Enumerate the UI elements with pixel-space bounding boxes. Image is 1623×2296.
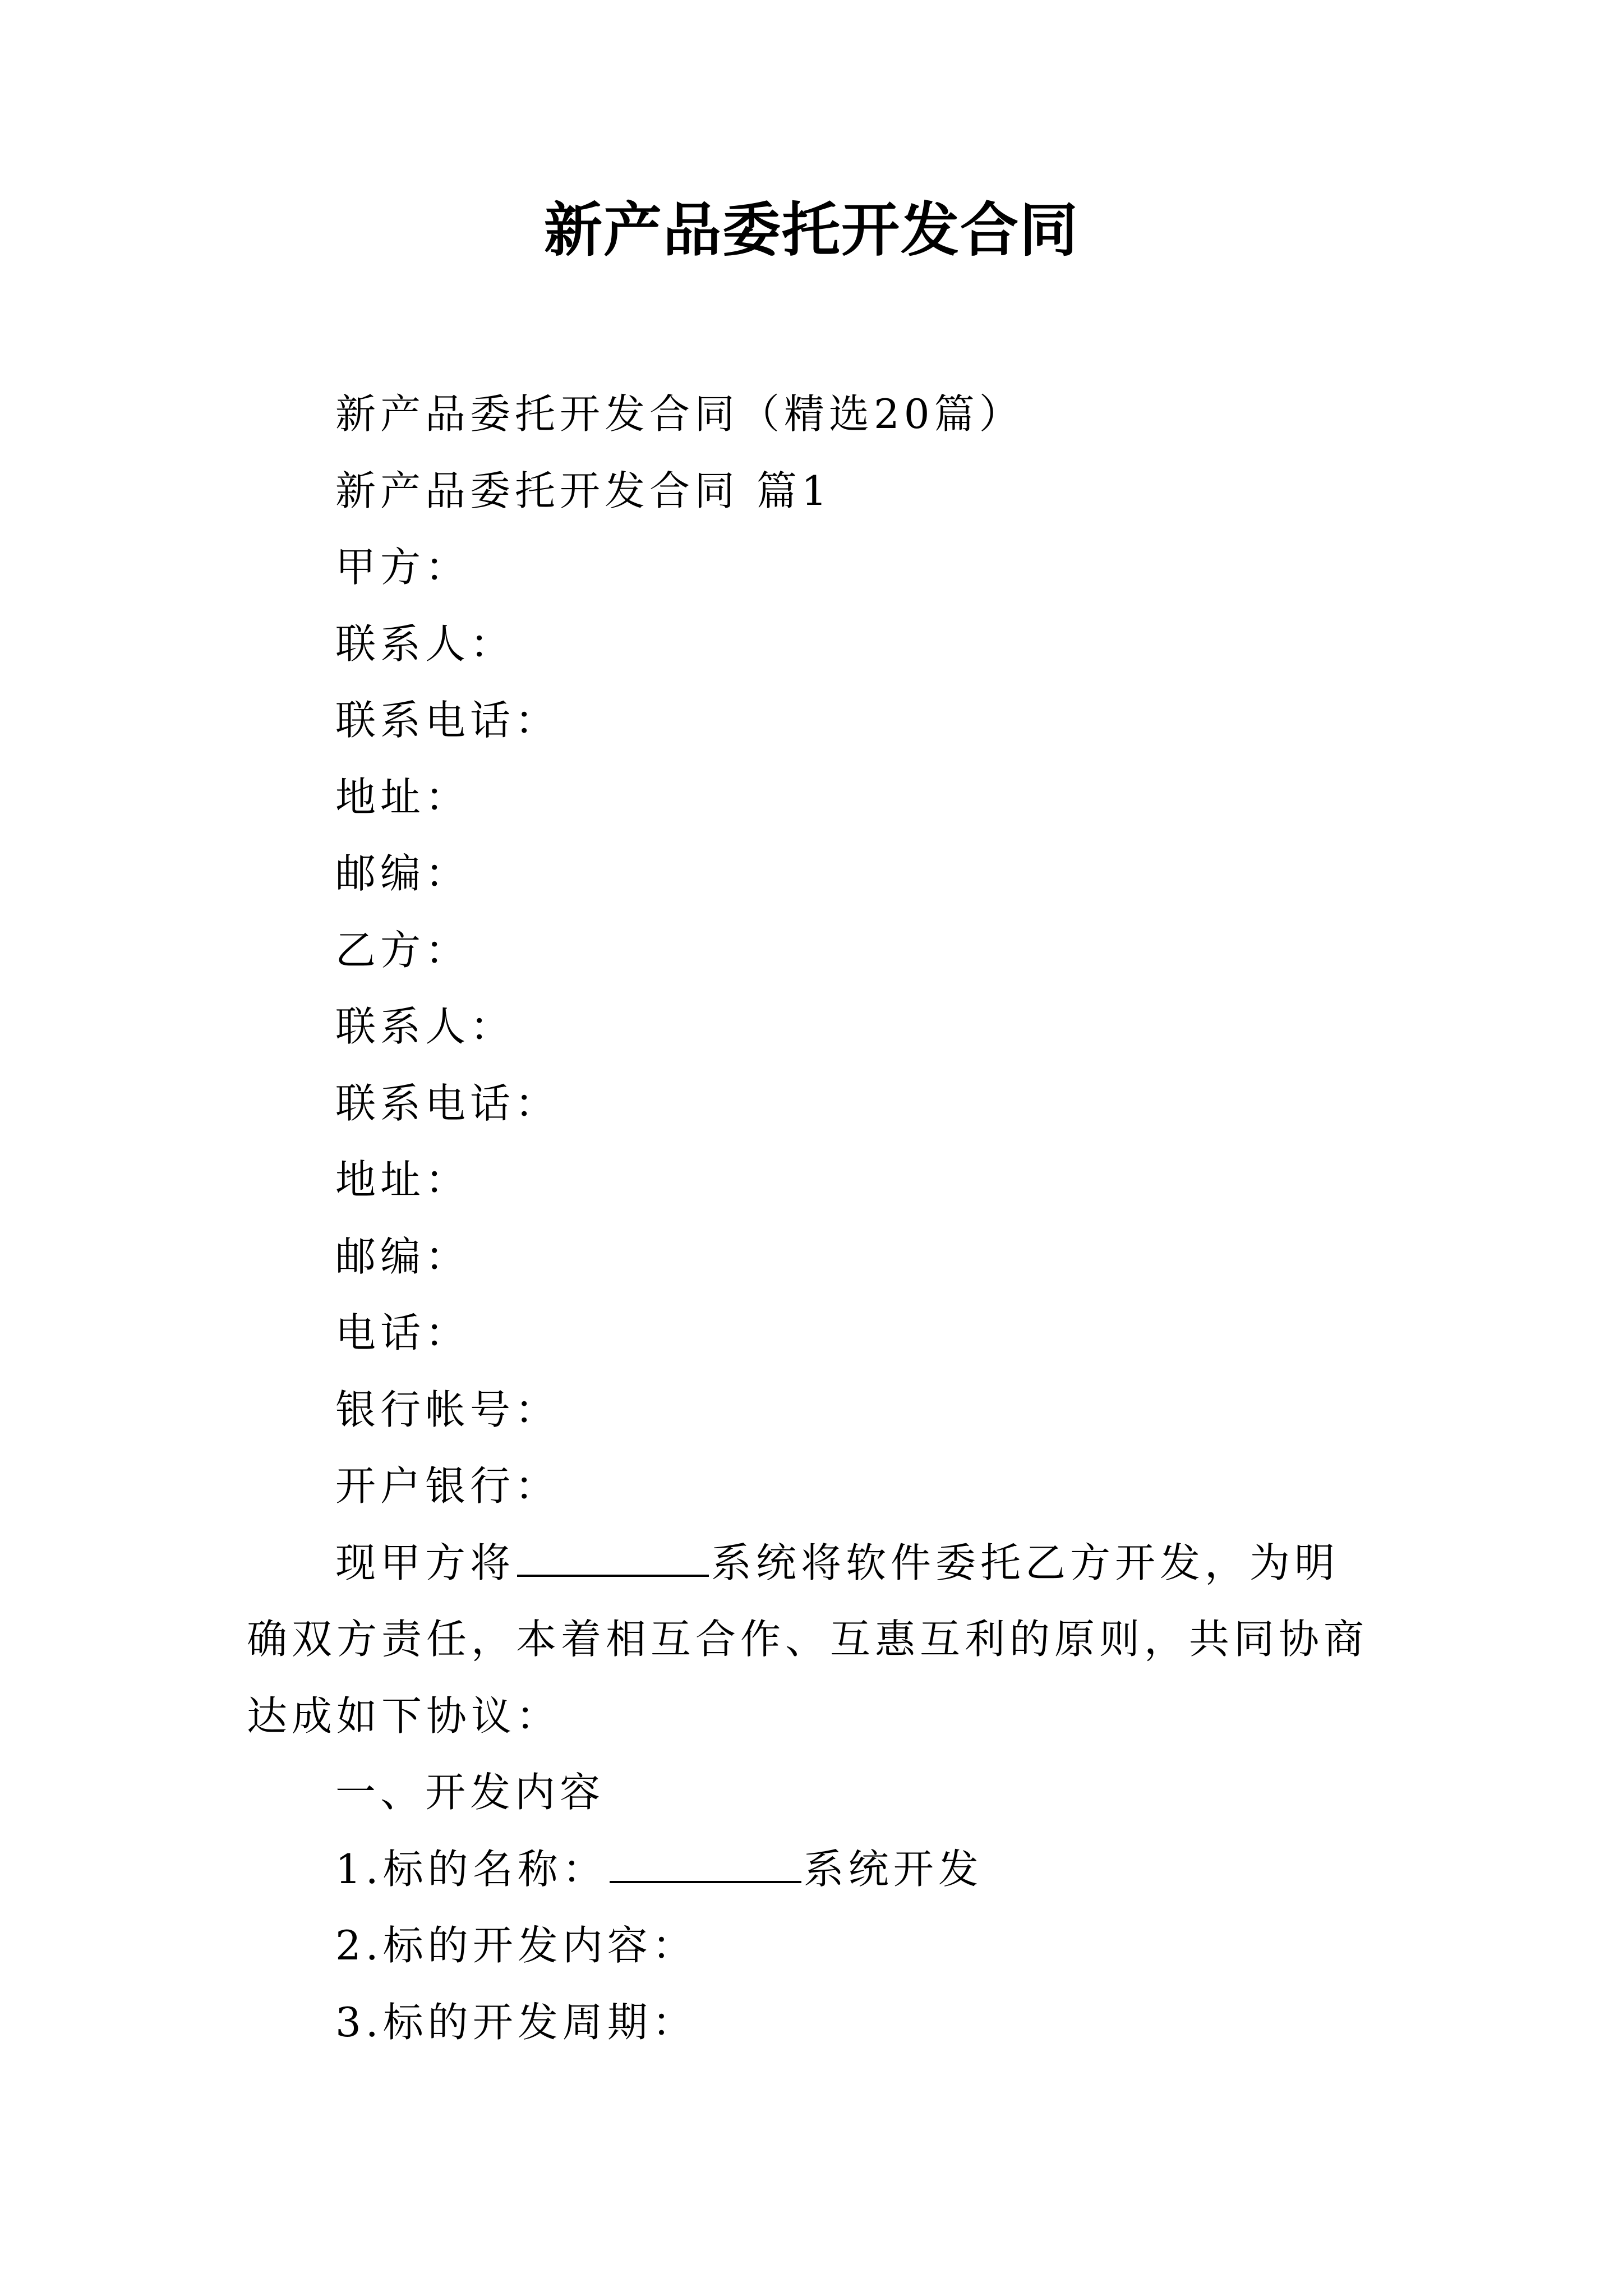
party-a-address-label: 地址： [335, 773, 471, 821]
item-subject-name-suffix: 系统开发 [803, 1845, 983, 1893]
subject-name-blank [610, 1842, 801, 1883]
item-subject-name-label: 1.标的名称： [335, 1845, 607, 1893]
bank-account-label: 银行帐号： [335, 1386, 560, 1433]
party-b-address-label: 地址： [335, 1156, 471, 1203]
party-a-contact-label: 联系人： [335, 620, 515, 668]
bank-name-label: 开户银行： [335, 1462, 560, 1510]
subtitle-line: 新产品委托开发合同（精选20篇） [335, 390, 1024, 438]
document-title: 新产品委托开发合同 [543, 195, 1079, 264]
party-b-label: 乙方： [335, 926, 471, 974]
section-heading-line: 新产品委托开发合同 篇1 [335, 467, 832, 514]
item-development-content: 2.标的开发内容： [335, 1922, 697, 1969]
section-development-content: 一、开发内容 [335, 1769, 605, 1816]
system-name-blank [517, 1535, 709, 1577]
telephone-label: 电话： [335, 1309, 471, 1356]
document-body [247, 376, 1377, 2060]
party-b-postcode-label: 邮编： [335, 1232, 471, 1280]
party-b-contact-label: 联系人： [335, 1003, 515, 1050]
item-development-period: 3.标的开发周期： [335, 1998, 697, 2046]
intro-text-before-blank: 现甲方将 [335, 1539, 515, 1586]
party-a-label: 甲方： [335, 544, 471, 591]
party-b-phone-label: 联系电话： [335, 1079, 560, 1127]
item-subject-name [247, 1831, 1377, 1908]
intro-paragraph [247, 1525, 1377, 1755]
party-a-postcode-label: 邮编： [335, 850, 471, 897]
intro-text-after-blank: 系统将软件委托乙方开发，为明确双方责任，本着相互合作、互惠互利的原则，共同协商达成如下协议： [247, 1539, 1369, 1740]
party-a-phone-label: 联系电话： [335, 697, 560, 744]
